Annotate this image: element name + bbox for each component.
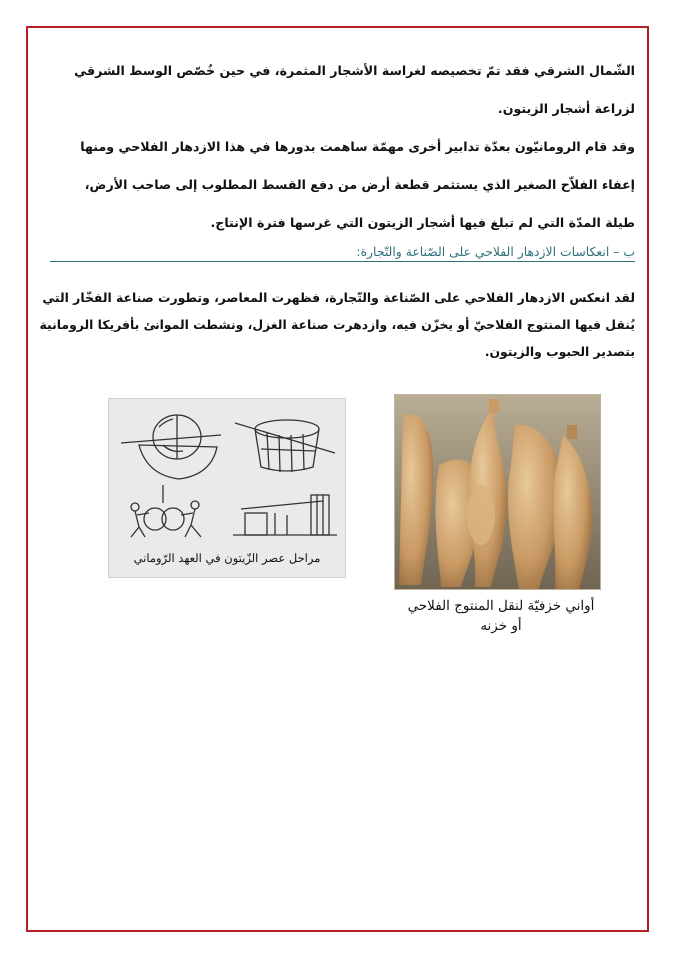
paragraph-agriculture xyxy=(50,52,635,242)
olive-press-drawing xyxy=(115,405,341,551)
section-subtitle: ب – انعكاسات الازدهار الفلاحي على الصّناعة والتّجارة: xyxy=(50,244,635,262)
paragraph-industry-trade xyxy=(39,284,635,365)
text-line: إعفاء الفلاّح الصغير الذي يستثمر قطعة أرض من دفع القسط المطلوب إلى صاحب الأرض، xyxy=(84,177,635,192)
caption-line: أو خزنه xyxy=(480,618,522,634)
caption-line: أواني خزفيّة لنقل المنتوج الفلاحي xyxy=(407,598,595,614)
text-line: الشّمال الشرقي فقد تمّ تخصيصه لغراسة الأشجار المثمرة، في حين خُصّص الوسط الشرقي xyxy=(74,63,635,78)
text-line: بتصدير الحبوب والزيتون. xyxy=(484,344,635,359)
text-line: لقد انعكس الازدهار الفلاحي على الصّناعة والتّجارة، فظهرت المعاصر، وتطورت صناعة الفخّار التي xyxy=(42,290,635,305)
figure-right-caption xyxy=(392,596,610,636)
text-line: لزراعة أشجار الزيتون. xyxy=(497,101,635,116)
text-line: يُنقل فيها المنتوج الفلاحيّ أو يخزّن فيه، وازدهرت صناعة الغزل، ونشطت الموانئ بأفريكا الرومانية xyxy=(39,317,635,332)
amphorae-photo xyxy=(394,394,601,590)
text-line: طيلة المدّة التي لم تبلغ فيها أشجار الزيتون التي غرسها فترة الإنتاج. xyxy=(210,215,635,230)
text-line: وقد قام الرومانيّون بعدّة تدابير أخرى مهمّة ساهمت بدورها في هذا الازدهار الفلاحي ومنها xyxy=(80,139,635,154)
amphorae-illustration xyxy=(395,395,601,590)
figure-left-caption: مراحل عصر الزّيتون في العهد الرّوماني xyxy=(110,551,344,565)
